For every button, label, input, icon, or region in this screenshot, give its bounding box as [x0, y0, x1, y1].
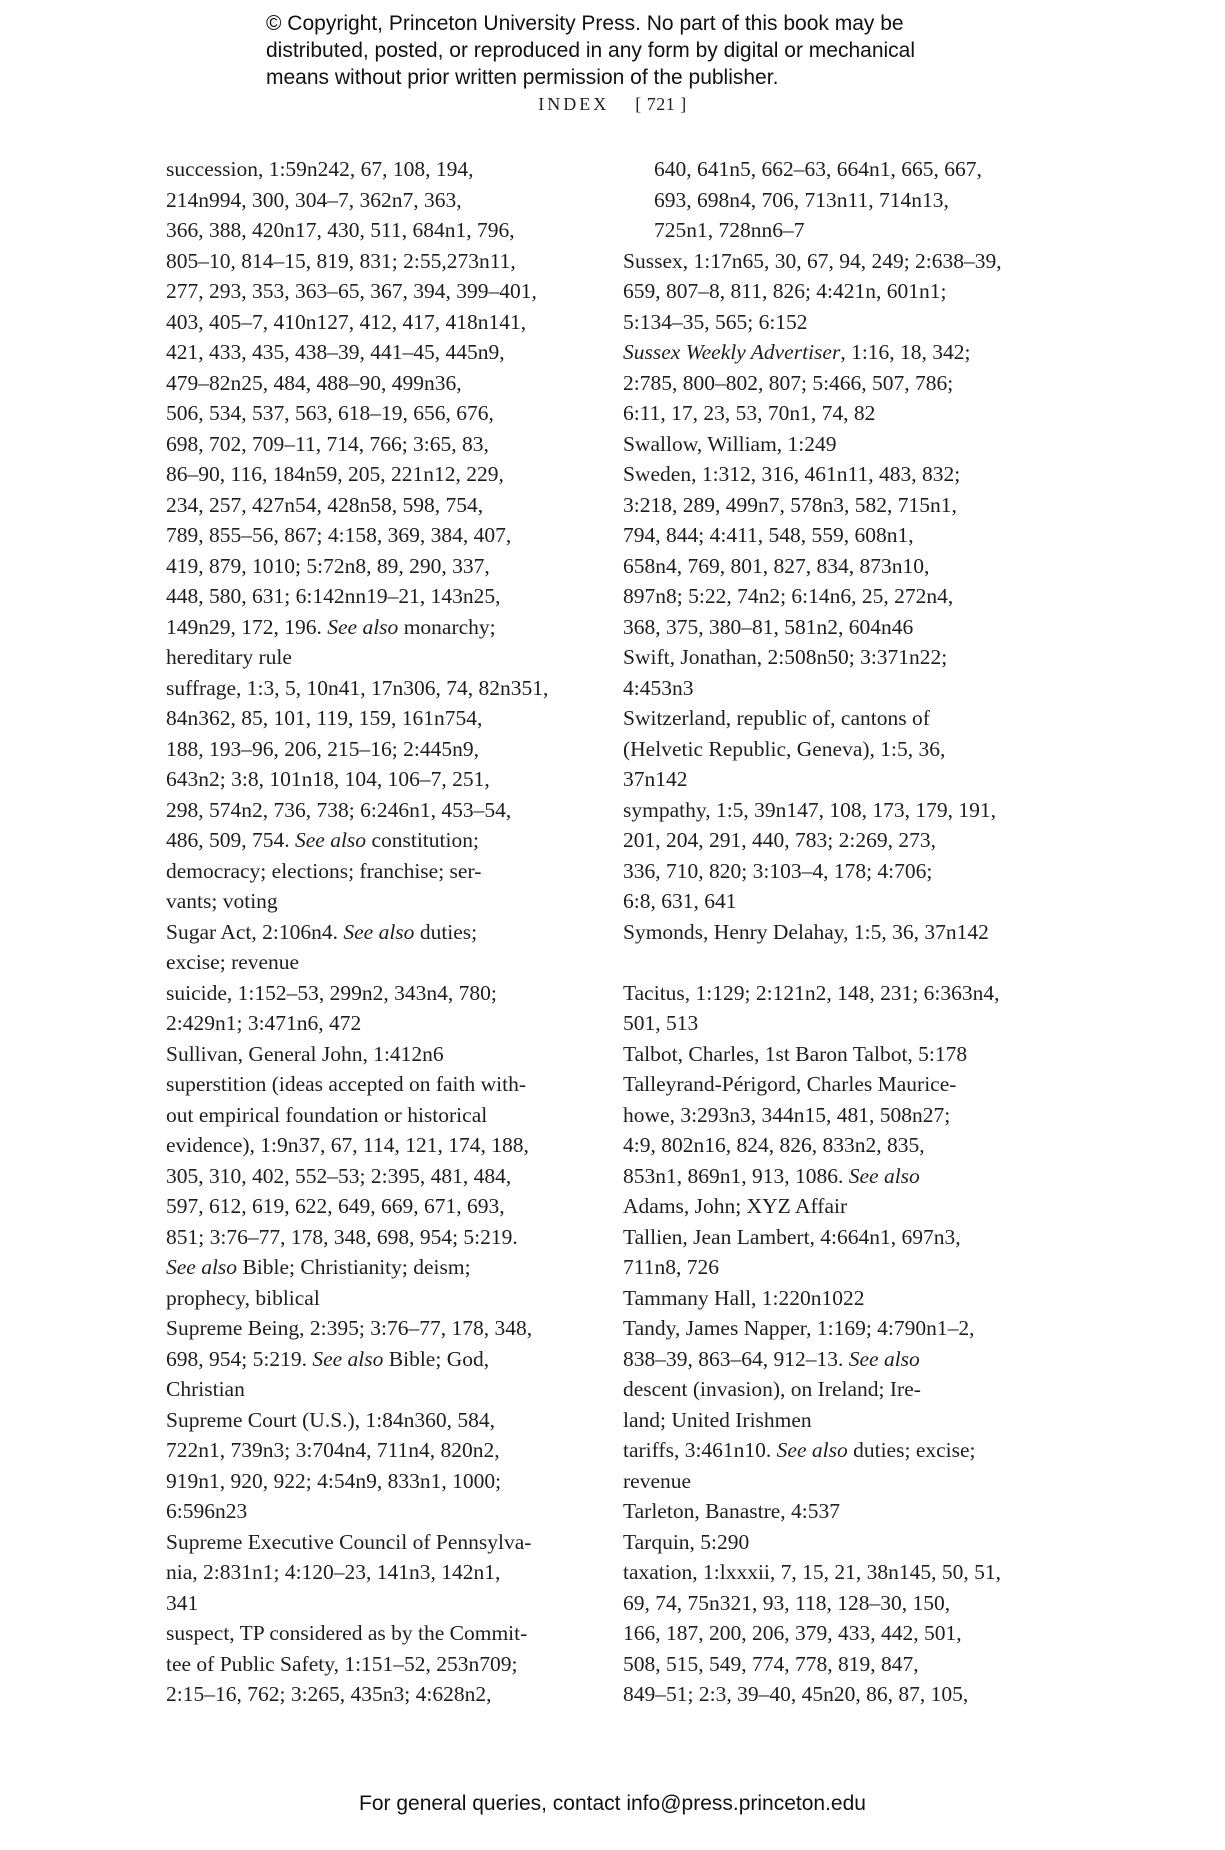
index-line: sympathy, 1:5, 39n147, 108, 173, 179, 191,	[623, 797, 997, 822]
index-entry	[623, 1222, 1043, 1283]
index-line: 419, 879, 1010; 5:72n8, 89, 290, 337,	[166, 553, 490, 578]
index-line: 336, 710, 820; 3:103–4, 178; 4:706;	[623, 858, 933, 883]
index-line: 86–90, 116, 184n59, 205, 221n12, 229,	[166, 462, 504, 486]
index-line: 805–10, 814–15, 819, 831; 2:55,273n11,	[166, 248, 516, 273]
index-entry	[623, 1557, 1043, 1710]
index-line: 277, 293, 353, 363–65, 367, 394, 399–401,	[166, 279, 537, 303]
index-entry	[623, 978, 1043, 1039]
index-line: Sullivan, General John, 1:412n6	[166, 1041, 444, 1066]
index-line: Tammany Hall, 1:220n1022	[623, 1285, 865, 1310]
index-line: Tarquin, 5:290	[623, 1529, 750, 1554]
index-line: 725n1, 728nn6–7	[654, 218, 805, 242]
index-line: 658n4, 769, 801, 827, 834, 873n10,	[623, 553, 930, 578]
index-entry	[166, 1405, 586, 1527]
index-line: 897n8; 5:22, 74n2; 6:14n6, 25, 272n4,	[623, 584, 954, 608]
index-entry	[166, 1527, 586, 1619]
index-line: 366, 388, 420n17, 430, 511, 684n1, 796,	[166, 218, 515, 242]
index-entry	[623, 917, 1043, 948]
index-entry	[623, 337, 1043, 429]
copyright-line: means without prior written permission of the publisher.	[266, 66, 779, 89]
index-line: Swift, Jonathan, 2:508n50; 3:371n22;	[623, 645, 948, 669]
index-line: Tarleton, Banastre, 4:537	[623, 1499, 841, 1523]
index-line: suicide, 1:152–53, 299n2, 343n4, 780;	[166, 980, 497, 1005]
index-entry	[166, 1039, 586, 1070]
index-column-right	[623, 154, 1043, 1710]
running-head	[0, 94, 1225, 115]
index-line: revenue	[623, 1468, 692, 1493]
index-entry	[623, 1435, 1043, 1496]
copyright-line: © Copyright, Princeton University Press. No part of this book may be	[266, 12, 904, 35]
index-line: 214n994, 300, 304–7, 362n7, 363,	[166, 187, 462, 212]
index-line: democracy; elections; franchise; ser-	[166, 858, 482, 883]
index-line: Supreme Being, 2:395; 3:76–77, 178, 348,	[166, 1316, 533, 1340]
index-entry	[623, 246, 1043, 338]
index-entry	[166, 1618, 586, 1710]
index-entry	[166, 1313, 586, 1405]
page-number: [ 721 ]	[635, 94, 687, 114]
index-entry	[623, 429, 1043, 460]
index-entry-continued	[623, 154, 1043, 246]
index-entry	[166, 154, 586, 673]
index-line: 4:453n3	[623, 675, 694, 700]
index-line: 506, 534, 537, 563, 618–19, 656, 676,	[166, 401, 494, 425]
index-line: Sussex, 1:17n65, 30, 67, 94, 249; 2:638–39,	[623, 248, 1002, 273]
index-line: Talbot, Charles, 1st Baron Talbot, 5:178	[623, 1041, 968, 1066]
index-line: 853n1, 869n1, 913, 1086. See also	[623, 1163, 920, 1188]
index-line: 149n29, 172, 196. See also monarchy;	[166, 614, 496, 639]
index-line: 2:15–16, 762; 3:265, 435n3; 4:628n2,	[166, 1682, 492, 1706]
index-entry	[166, 978, 586, 1039]
index-line: tariffs, 3:461n10. See also duties; excise;	[623, 1438, 976, 1462]
index-entry	[166, 673, 586, 917]
index-line: Switzerland, republic of, cantons of	[623, 706, 930, 730]
copyright-notice	[266, 10, 1026, 91]
index-line: descent (invasion), on Ireland; Ire-	[623, 1377, 921, 1401]
index-line: 368, 375, 380–81, 581n2, 604n46	[623, 614, 914, 639]
index-line: See also Bible; Christianity; deism;	[166, 1255, 471, 1279]
index-line: 2:785, 800–802, 807; 5:466, 507, 786;	[623, 370, 954, 395]
index-line: suffrage, 1:3, 5, 10n41, 17n306, 74, 82n351,	[166, 675, 549, 700]
index-line: Talleyrand-Périgord, Charles Maurice-	[623, 1072, 957, 1096]
index-entry	[166, 917, 586, 978]
index-line: 3:218, 289, 499n7, 578n3, 582, 715n1,	[623, 492, 957, 517]
index-line: (Helvetic Republic, Geneva), 1:5, 36,	[623, 736, 946, 761]
index-line: 188, 193–96, 206, 215–16; 2:445n9,	[166, 736, 479, 761]
index-line: 501, 513	[623, 1011, 699, 1035]
index-entry	[623, 459, 1043, 642]
index-line: prophecy, biblical	[166, 1285, 320, 1310]
section-title: INDEX	[538, 94, 610, 114]
index-line: 643n2; 3:8, 101n18, 104, 106–7, 251,	[166, 767, 490, 791]
index-line: Sussex Weekly Advertiser, 1:16, 18, 342;	[623, 340, 971, 364]
index-line: 37n142	[623, 767, 688, 791]
index-line: vants; voting	[166, 889, 278, 913]
index-line: 698, 954; 5:219. See also Bible; God,	[166, 1346, 490, 1371]
index-line: 6:596n23	[166, 1499, 248, 1523]
index-entry	[623, 1069, 1043, 1222]
index-line: 201, 204, 291, 440, 783; 2:269, 273,	[623, 828, 936, 852]
index-entry	[166, 1069, 586, 1313]
index-line: 479–82n25, 484, 488–90, 499n36,	[166, 370, 462, 395]
index-line: 693, 698n4, 706, 713n11, 714n13,	[654, 187, 949, 212]
index-line: suspect, TP considered as by the Commit-	[166, 1621, 528, 1645]
index-line: 403, 405–7, 410n127, 412, 417, 418n141,	[166, 309, 527, 334]
index-entry	[623, 1283, 1043, 1314]
index-line: howe, 3:293n3, 344n15, 481, 508n27;	[623, 1102, 951, 1127]
index-line: 640, 641n5, 662–63, 664n1, 665, 667,	[654, 157, 982, 181]
index-line: 711n8, 726	[623, 1255, 719, 1279]
index-line: 69, 74, 75n321, 93, 118, 128–30, 150,	[623, 1590, 951, 1615]
index-line: evidence), 1:9n37, 67, 114, 121, 174, 188,	[166, 1133, 529, 1157]
index-line: Christian	[166, 1377, 245, 1401]
index-line: 486, 509, 754. See also constitution;	[166, 828, 479, 852]
index-line: Sugar Act, 2:106n4. See also duties;	[166, 919, 478, 944]
index-line: 448, 580, 631; 6:142nn19–21, 143n25,	[166, 584, 501, 608]
index-entry	[623, 703, 1043, 795]
index-line: 166, 187, 200, 206, 379, 433, 442, 501,	[623, 1621, 962, 1645]
index-line: 5:134–35, 565; 6:152	[623, 309, 808, 334]
index-line: 849–51; 2:3, 39–40, 45n20, 86, 87, 105,	[623, 1682, 969, 1706]
index-line: 2:429n1; 3:471n6, 472	[166, 1011, 362, 1035]
index-entry	[623, 642, 1043, 703]
index-line: taxation, 1:lxxxii, 7, 15, 21, 38n145, 50, 51,	[623, 1560, 1002, 1584]
index-line: Supreme Court (U.S.), 1:84n360, 584,	[166, 1407, 496, 1432]
index-line: 851; 3:76–77, 178, 348, 698, 954; 5:219.	[166, 1224, 518, 1249]
index-entry	[623, 795, 1043, 917]
index-line: Adams, John; XYZ Affair	[623, 1194, 848, 1218]
index-line: 341	[166, 1590, 199, 1615]
index-entry	[623, 1313, 1043, 1435]
index-entry	[623, 1527, 1043, 1558]
index-line: 698, 702, 709–11, 714, 766; 3:65, 83,	[166, 431, 489, 456]
index-line: 84n362, 85, 101, 119, 159, 161n754,	[166, 706, 483, 730]
copyright-line: distributed, posted, or reproduced in any form by digital or mechanical	[266, 39, 916, 62]
index-line: Swallow, William, 1:249	[623, 431, 837, 456]
index-line: Symonds, Henry Delahay, 1:5, 36, 37n142	[623, 919, 989, 944]
index-line: 6:11, 17, 23, 53, 70n1, 74, 82	[623, 401, 876, 425]
index-line: tee of Public Safety, 1:151–52, 253n709;	[166, 1651, 518, 1676]
index-line: nia, 2:831n1; 4:120–23, 141n3, 142n1,	[166, 1560, 501, 1584]
index-line: Tacitus, 1:129; 2:121n2, 148, 231; 6:363n4,	[623, 980, 1000, 1005]
letter-gap	[623, 947, 1043, 978]
index-line: 508, 515, 549, 774, 778, 819, 847,	[623, 1651, 919, 1676]
index-line: hereditary rule	[166, 645, 292, 669]
index-entry	[623, 1496, 1043, 1527]
index-line: 794, 844; 4:411, 548, 559, 608n1,	[623, 523, 914, 547]
index-line: 919n1, 920, 922; 4:54n9, 833n1, 1000;	[166, 1468, 502, 1493]
index-entry	[623, 1039, 1043, 1070]
footer-contact: For general queries, contact info@press.princeton.edu	[359, 1792, 866, 1815]
index-line: 421, 433, 435, 438–39, 441–45, 445n9,	[166, 340, 505, 364]
index-line: 597, 612, 619, 622, 649, 669, 671, 693,	[166, 1194, 505, 1218]
index-line: Tallien, Jean Lambert, 4:664n1, 697n3,	[623, 1224, 961, 1249]
index-line: 305, 310, 402, 552–53; 2:395, 481, 484,	[166, 1163, 512, 1188]
index-line: 789, 855–56, 867; 4:158, 369, 384, 407,	[166, 523, 512, 547]
index-line: 6:8, 631, 641	[623, 889, 737, 913]
index-line: excise; revenue	[166, 950, 300, 974]
index-line: Sweden, 1:312, 316, 461n11, 483, 832;	[623, 462, 961, 486]
index-line: 722n1, 739n3; 3:704n4, 711n4, 820n2,	[166, 1438, 500, 1462]
index-line: 234, 257, 427n54, 428n58, 598, 754,	[166, 492, 484, 517]
index-line: 838–39, 863–64, 912–13. See also	[623, 1346, 920, 1371]
index-column-left	[166, 154, 586, 1710]
index-line: 4:9, 802n16, 824, 826, 833n2, 835,	[623, 1133, 925, 1157]
index-line: out empirical foundation or historical	[166, 1102, 488, 1127]
index-line: 298, 574n2, 736, 738; 6:246n1, 453–54,	[166, 797, 512, 822]
index-line: 659, 807–8, 811, 826; 4:421n, 601n1;	[623, 279, 947, 303]
index-line: succession, 1:59n242, 67, 108, 194,	[166, 157, 474, 181]
index-line: Supreme Executive Council of Pennsylva-	[166, 1529, 532, 1554]
index-line: land; United Irishmen	[623, 1407, 812, 1432]
index-line: superstition (ideas accepted on faith with-	[166, 1072, 527, 1096]
index-line: Tandy, James Napper, 1:169; 4:790n1–2,	[623, 1316, 975, 1340]
